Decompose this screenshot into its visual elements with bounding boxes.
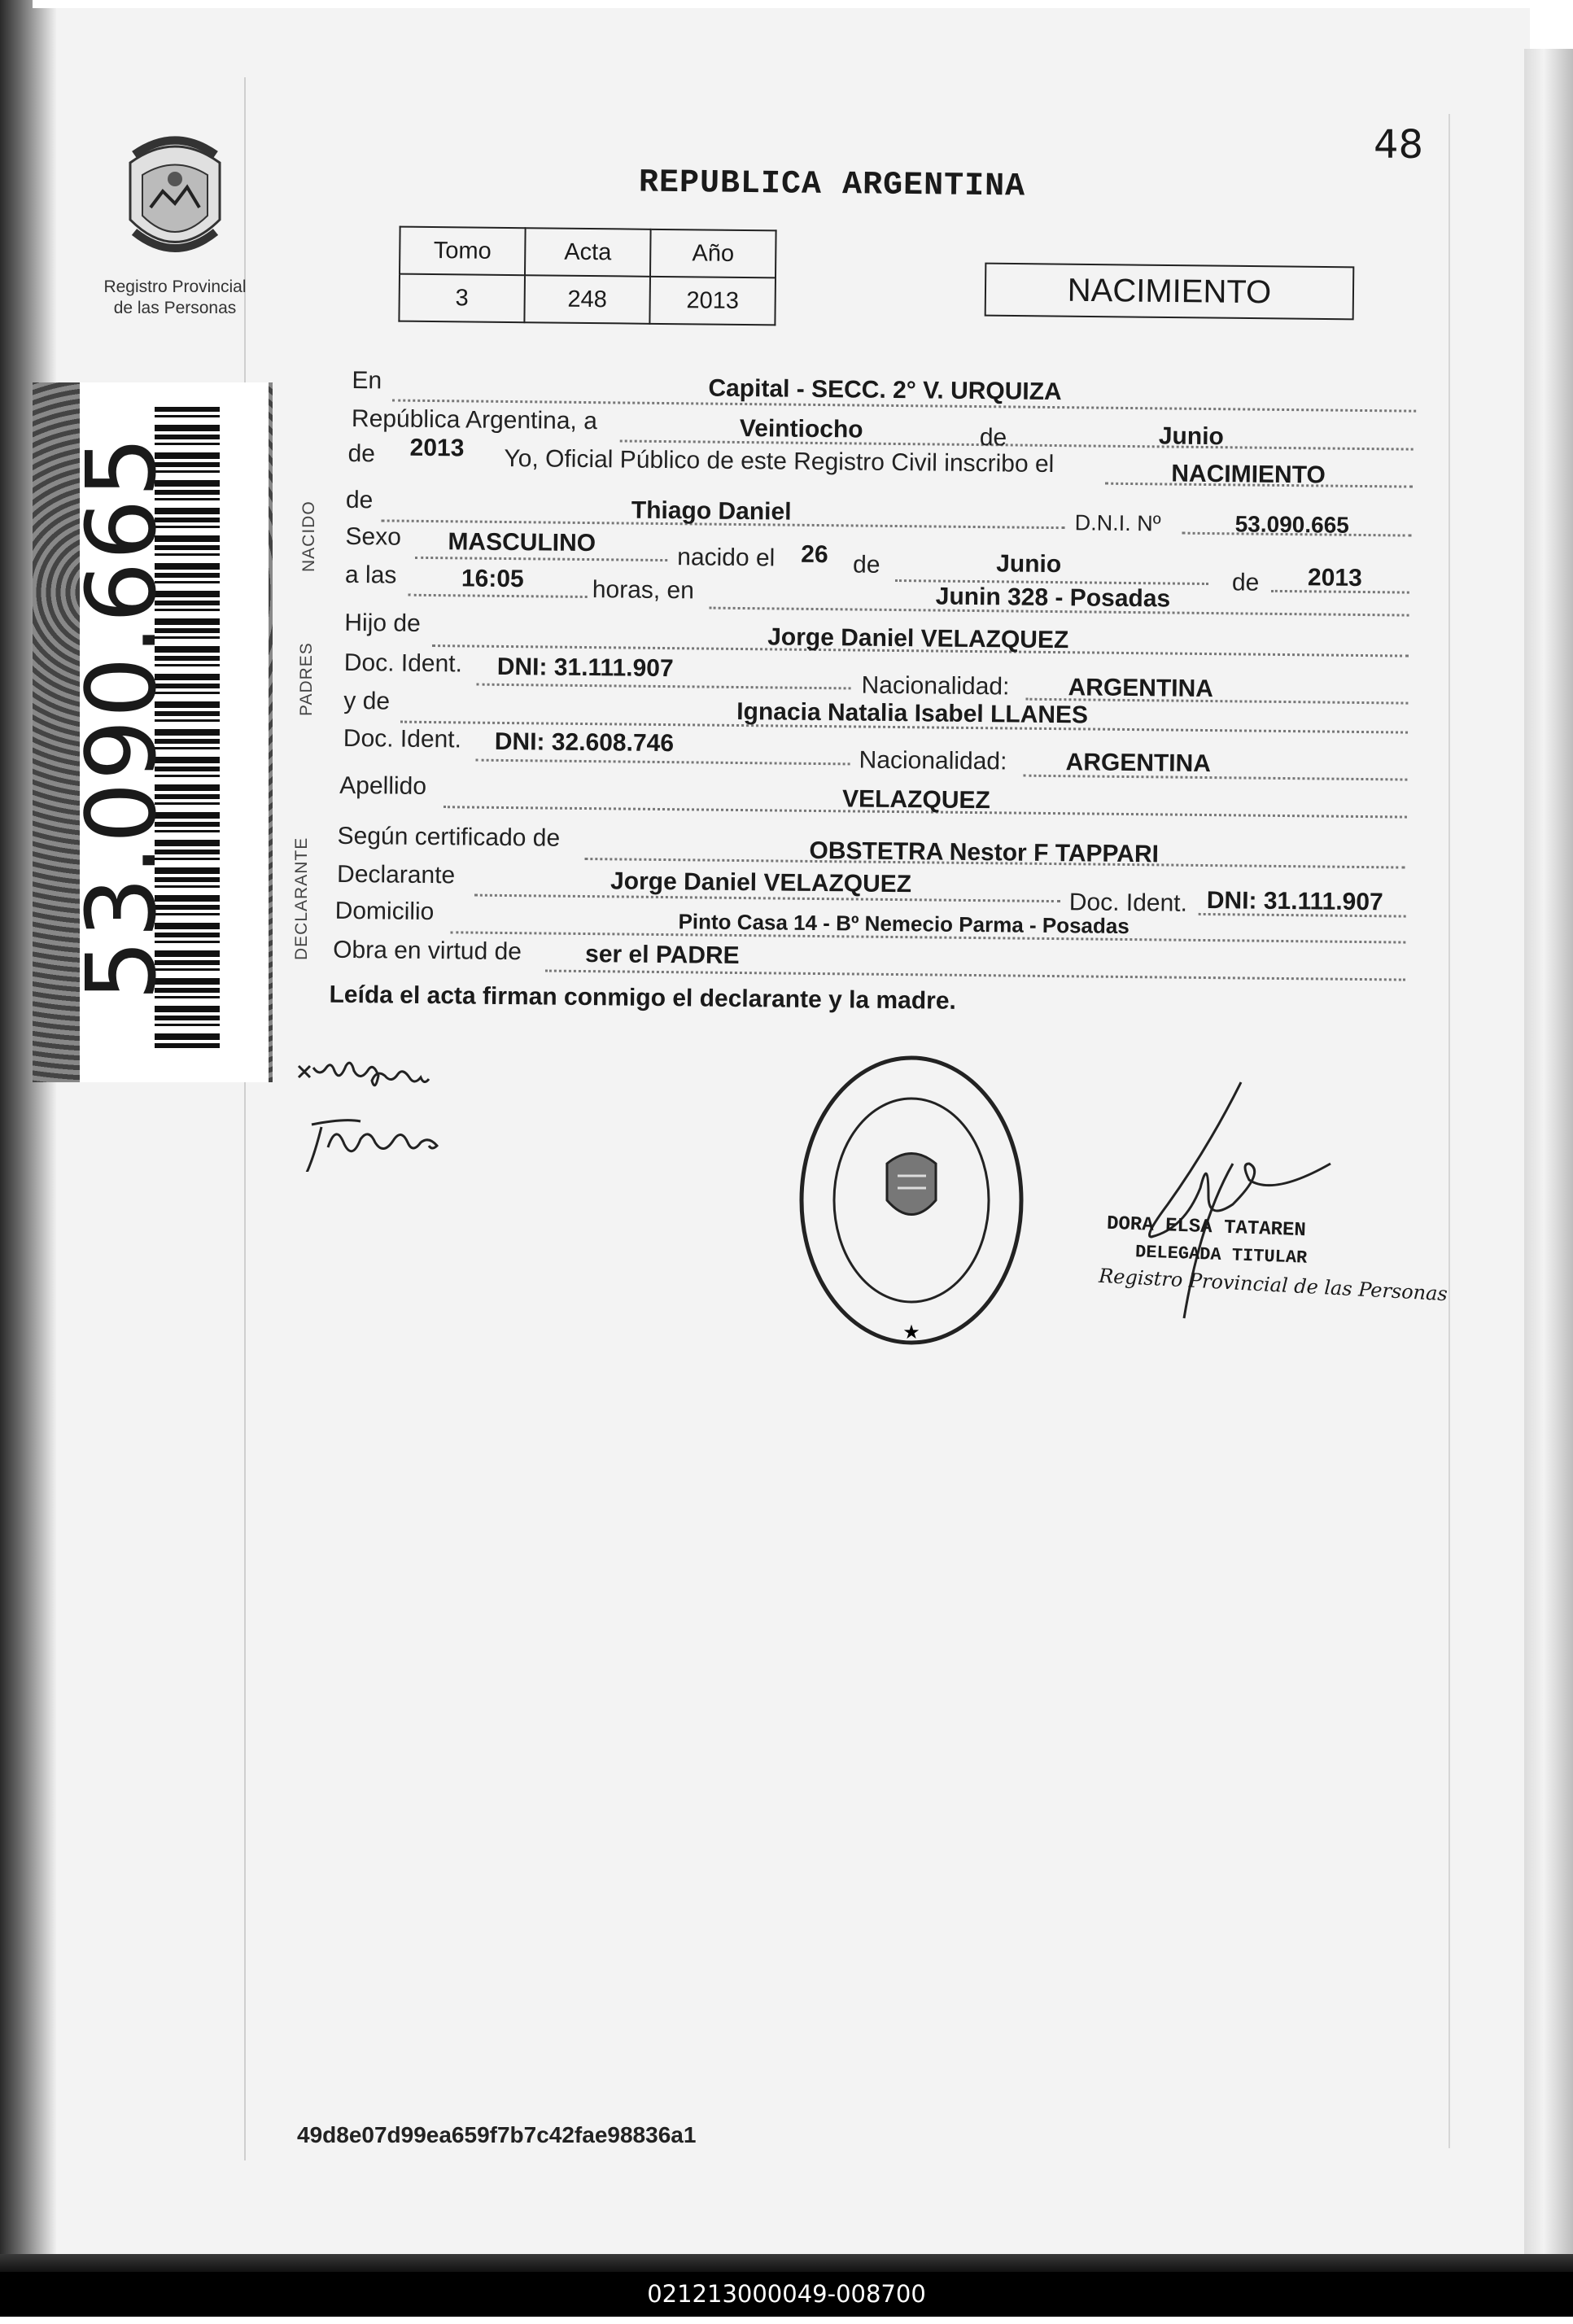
value-act-type: NACIMIENTO (1171, 460, 1326, 489)
value-declarante-doc: DNI: 31.111.907 (1206, 887, 1383, 916)
label-doc-declarante: Doc. Ident. (1068, 889, 1188, 917)
value-month: Junio (1158, 422, 1224, 451)
label-sexo: Sexo (345, 522, 402, 551)
value-day-words: Veintiocho (739, 414, 863, 443)
label-republica: República Argentina, a (351, 404, 598, 435)
line-time (409, 594, 588, 598)
section-label-padres: PADRES (297, 642, 316, 716)
official-signature (1095, 1074, 1436, 1351)
sticker-id-number: 53.090.665 (65, 435, 177, 1001)
official-org: Registro Provincial de las Personas (1098, 1264, 1448, 1306)
line-father-doc (477, 684, 851, 690)
value-certificado: OBSTETRA Nestor F TAPPARI (809, 837, 1160, 868)
value-domicilio: Pinto Casa 14 - Bº Nemecio Parma - Posadas (678, 909, 1130, 939)
closing-statement: Leída el acta firman conmigo el declarante y la madre. (329, 981, 957, 1015)
ref-value-anio: 2013 (649, 277, 776, 325)
value-obra: ser el PADRE (584, 941, 740, 970)
value-time: 16:05 (461, 565, 524, 593)
registry-caption-line1: Registro Provincial (103, 277, 247, 296)
line-sexo (415, 557, 667, 561)
label-obra: Obra en virtud de (332, 936, 522, 966)
text-inscribo: Yo, Oficial Público de este Registro Civil inscribo el (504, 444, 1055, 478)
label-de-2: de (852, 551, 880, 579)
official-name: DORA ELSA TATAREN (1106, 1212, 1307, 1243)
value-birth-day: 26 (801, 540, 828, 569)
label-en: En (352, 366, 382, 395)
value-mother-nationality: ARGENTINA (1065, 749, 1212, 778)
registry-caption-line2: de las Personas (113, 299, 237, 317)
label-a-las: a las (344, 561, 397, 589)
value-apellido: VELAZQUEZ (841, 785, 990, 815)
value-father-name: Jorge Daniel VELAZQUEZ (767, 623, 1069, 654)
label-hijo: Hijo de (344, 609, 421, 637)
document-hash: 49d8e07d99ea659f7b7c42fae98836a1 (297, 2122, 697, 2147)
document-title: REPUBLICA ARGENTINA (638, 164, 1026, 206)
act-type-box: NACIMIENTO (985, 263, 1355, 321)
ref-value-acta: 248 (524, 275, 650, 324)
svg-text:★: ★ (902, 1321, 920, 1343)
declarant-signature (289, 1033, 525, 1172)
value-child-name: Thiago Daniel (631, 496, 792, 526)
label-year-prefix: de (347, 439, 376, 468)
label-y-de: y de (343, 687, 391, 715)
value-father-nationality: ARGENTINA (1068, 674, 1214, 703)
value-mother-doc: DNI: 32.608.746 (494, 727, 675, 758)
label-domicilio: Domicilio (334, 897, 435, 926)
value-declarante: Jorge Daniel VELAZQUEZ (610, 867, 912, 898)
value-dni: 53.090.665 (1234, 511, 1350, 538)
label-doc-father: Doc. Ident. (343, 649, 463, 678)
label-de-3: de (1231, 569, 1260, 596)
official-title: DELEGADA TITULAR (1134, 1242, 1308, 1269)
ref-header-acta: Acta (525, 228, 651, 277)
value-mother-name: Ignacia Natalia Isabel LLANES (736, 697, 1089, 729)
label-declarante: Declarante (336, 860, 456, 889)
label-apellido: Apellido (339, 771, 427, 800)
label-dni: D.N.I. Nº (1074, 510, 1161, 536)
value-sexo: MASCULINO (448, 528, 596, 557)
book-bottom-edge (0, 2254, 1573, 2272)
section-label-nacido: NACIDO (299, 500, 318, 572)
ref-header-tomo: Tomo (400, 227, 526, 276)
value-year: 2013 (409, 434, 465, 462)
label-horas: horas, en (592, 576, 695, 605)
value-location: Capital - SECC. 2° V. URQUIZA (708, 374, 1062, 406)
label-name: de (345, 486, 374, 514)
ref-header-anio: Año (650, 229, 776, 278)
line-mother-doc (476, 759, 850, 766)
page-number: 48 (1374, 122, 1424, 168)
line-obra (545, 970, 1405, 981)
value-birth-month: Junio (996, 550, 1062, 579)
label-certificado: Según certificado de (337, 822, 561, 852)
ref-value-tomo: 3 (399, 274, 525, 323)
registry-stamp (793, 1046, 1029, 1355)
label-nationality-father: Nacionalidad: (861, 671, 1010, 701)
footer-id-bar: 021213000049-008700 (0, 2272, 1573, 2317)
label-doc-mother: Doc. Ident. (343, 724, 462, 754)
section-label-declarante: DECLARANTE (292, 837, 311, 960)
label-nationality-mother: Nacionalidad: (859, 746, 1007, 775)
value-birth-year: 2013 (1307, 564, 1362, 592)
value-father-doc: DNI: 31.111.907 (496, 653, 674, 683)
label-nacido: nacido el (677, 544, 776, 572)
label-de: de (979, 424, 1007, 452)
value-birth-place: Junin 328 - Posadas (935, 583, 1171, 613)
